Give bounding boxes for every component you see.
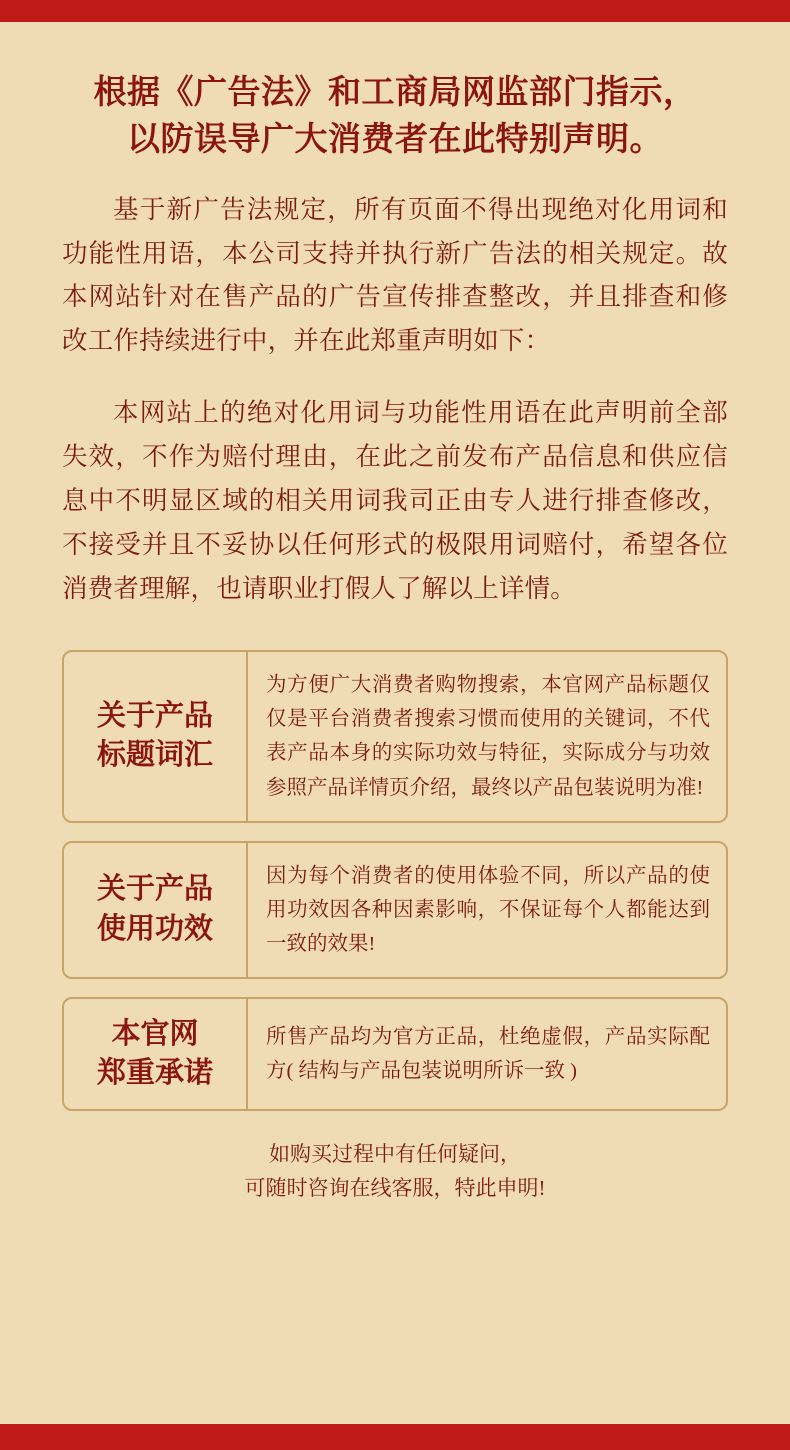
card-title-line-2: 使用功效 — [96, 912, 213, 945]
card-body: 所售产品均为官方正品，杜绝虚假，产品实际配方( 结构与产品包装说明所诉一致 ) — [266, 1025, 710, 1082]
top-border-bar — [0, 0, 790, 22]
card-product-efficacy — [62, 841, 728, 979]
card-title-line-1: 关于产品 — [96, 873, 213, 906]
card-title-line-2: 标题词汇 — [96, 739, 213, 772]
paragraph-2: 本网站上的绝对化用词与功能性用语在此声明前全部失效，不作为赔付理由，在此之前发布产品信息和供应信息中不明显区域的相关用词我司正由专人进行排查修改，不接受并且不妥协以任何形式的极限用词赔付，希望各位消费者理解，也请职业打假人了解以上详情。 — [62, 398, 728, 603]
paragraph-1: 基于新广告法规定，所有页面不得出现绝对化用词和功能性用语，本公司支持并执行新广告法的相关规定。故本网站针对在售产品的广告宣传排查整改，并且排查和修改工作持续进行中，并在此郑重声明如下： — [62, 194, 728, 356]
bottom-border-bar — [0, 1424, 790, 1450]
footer-line-1: 如购买过程中有任何疑问， — [269, 1141, 521, 1166]
card-title-line-1: 关于产品 — [96, 700, 213, 733]
declaration-panel — [0, 22, 790, 1424]
card-title-line-2: 郑重承诺 — [96, 1056, 213, 1089]
card-body: 因为每个消费者的使用体验不同，所以产品的使用功效因各种因素影响，不保证每个人都能达到一致的效果! — [266, 864, 710, 955]
card-title — [64, 843, 248, 977]
footer-line-2: 可随时咨询在线客服，特此申明! — [244, 1175, 546, 1200]
page-title-line-1: 根据《广告法》和工商局网监部门指示， — [93, 75, 697, 111]
card-list — [62, 650, 728, 1110]
card-title — [64, 999, 248, 1109]
card-title — [64, 652, 248, 820]
card-official-promise — [62, 997, 728, 1111]
card-product-title-terms — [62, 650, 728, 822]
card-body: 为方便广大消费者购物搜索，本官网产品标题仅仅是平台消费者搜索习惯而使用的关键词，不代表产品本身的实际功效与特征，实际成分与功效参照产品详情页介绍，最终以产品包装说明为准! — [266, 674, 710, 799]
page-title-line-2: 以防误导广大消费者在此特别声明。 — [127, 121, 663, 158]
footer-note — [62, 1137, 728, 1205]
card-title-line-1: 本官网 — [111, 1017, 199, 1050]
page-title — [62, 70, 728, 164]
